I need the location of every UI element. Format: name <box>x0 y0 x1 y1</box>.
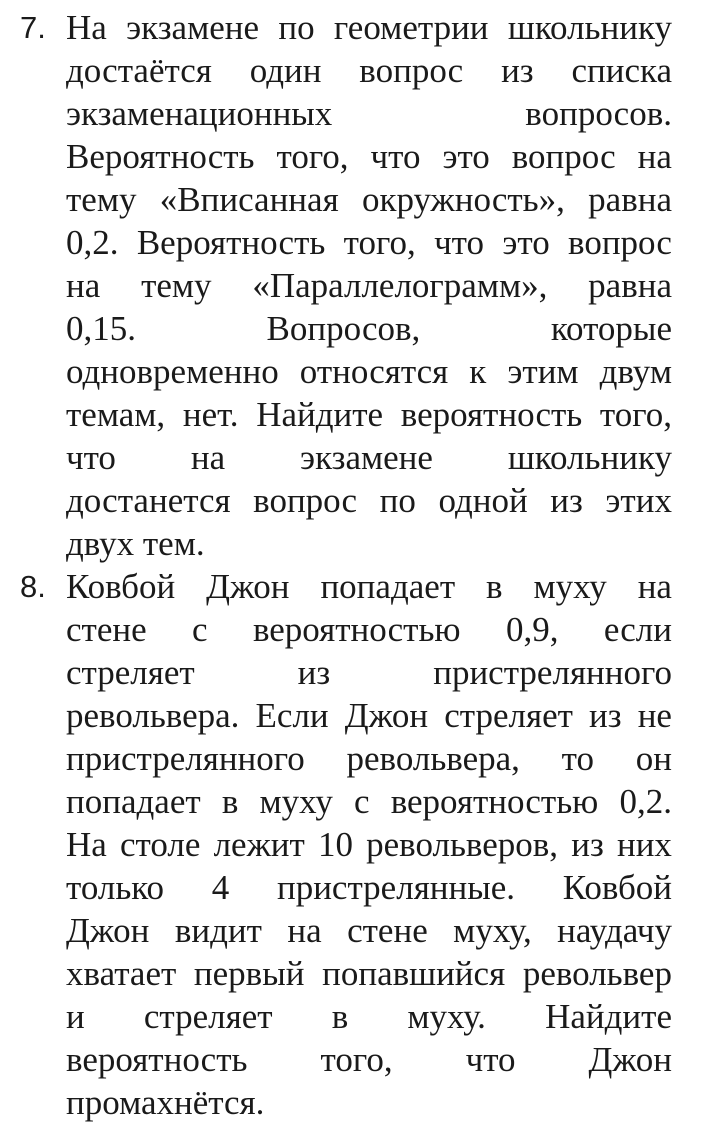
text-line <box>66 737 672 780</box>
word: вопрос <box>253 481 358 520</box>
text-line <box>66 6 672 49</box>
word: того, <box>343 223 416 262</box>
word: с <box>192 610 208 649</box>
word: того, <box>320 1040 393 1079</box>
word: относятся <box>299 352 449 391</box>
word: на <box>637 137 672 176</box>
word: того, <box>276 137 349 176</box>
word: двум <box>599 352 672 391</box>
word: первый <box>193 954 305 993</box>
word: из <box>297 653 331 692</box>
word: Ковбой <box>562 868 672 907</box>
word: столе <box>119 825 201 864</box>
word: стене <box>347 911 428 950</box>
word: в <box>486 567 503 606</box>
word: Джон <box>206 567 290 606</box>
word: муху <box>533 567 607 606</box>
word: 0,15. <box>66 309 136 348</box>
word: вероятность <box>66 1040 248 1079</box>
word: пристрелянные. <box>276 868 516 907</box>
problem-number: 8. <box>20 569 46 604</box>
word: пристрелянного <box>433 653 672 692</box>
word: муху, <box>453 911 532 950</box>
text-line <box>66 178 672 221</box>
word: револьвера. <box>66 696 240 735</box>
word: Джон <box>588 1040 672 1079</box>
word: то <box>561 739 595 778</box>
word: равна <box>588 180 672 219</box>
word: геометрии <box>333 8 489 47</box>
word: На <box>66 8 107 47</box>
word: На <box>66 825 107 864</box>
word: стреляет <box>444 696 573 735</box>
word: стене <box>66 610 147 649</box>
word: револьверов, <box>366 825 559 864</box>
word: тему <box>66 180 137 219</box>
word: равна <box>588 266 672 305</box>
text-line <box>66 651 672 694</box>
text-line <box>66 1081 672 1124</box>
text-line <box>66 92 672 135</box>
word: видит <box>174 911 262 950</box>
word: этим <box>507 352 579 391</box>
text-line <box>66 608 672 651</box>
line-text: двух тем. <box>66 524 205 563</box>
text-line <box>66 479 672 522</box>
word: по <box>379 481 416 520</box>
word: не <box>637 696 672 735</box>
word: вопрос <box>568 223 672 262</box>
word: лежит <box>213 825 305 864</box>
word: темам, <box>66 395 166 434</box>
problem-number: 7. <box>20 10 46 45</box>
word: того, <box>599 395 672 434</box>
problem-text <box>66 565 672 1124</box>
word: окружность», <box>361 180 565 219</box>
word: стреляет <box>143 997 273 1036</box>
word: Найдите <box>545 997 672 1036</box>
word: вопросов. <box>525 94 672 133</box>
word: попадает <box>66 782 201 821</box>
word: на <box>190 438 226 477</box>
word: экзамене <box>300 438 433 477</box>
word: 0,2. <box>619 782 672 821</box>
text-line <box>66 866 672 909</box>
word: одновременно <box>66 352 279 391</box>
text-line <box>66 909 672 952</box>
text-line <box>66 221 672 264</box>
word: «Параллелограмм», <box>252 266 548 305</box>
word: с <box>354 782 370 821</box>
word: хватает <box>66 954 177 993</box>
word: это <box>442 137 490 176</box>
text-line <box>66 135 672 178</box>
text-line <box>66 393 672 436</box>
word: на <box>66 266 101 305</box>
word: достанется <box>66 481 231 520</box>
word: которые <box>550 309 672 348</box>
text-line <box>66 307 672 350</box>
word: 0,9, <box>505 610 559 649</box>
line-text: промахнётся. <box>66 1083 265 1122</box>
text-line <box>66 780 672 823</box>
word: экзаменационных <box>66 94 333 133</box>
word: 10 <box>317 825 353 864</box>
word: что <box>434 223 485 262</box>
word: муху. <box>407 997 486 1036</box>
text-line <box>66 1038 672 1081</box>
word: Джон <box>344 696 429 735</box>
word: Вероятность <box>66 137 255 176</box>
word: и <box>66 997 85 1036</box>
word: пристрелянного <box>66 739 305 778</box>
word: Ковбой <box>66 567 176 606</box>
text-line <box>66 49 672 92</box>
word: стреляет <box>66 653 195 692</box>
word: Найдите <box>256 395 384 434</box>
word: этих <box>605 481 672 520</box>
word: 0,2. <box>66 223 119 262</box>
word: револьвер <box>522 954 672 993</box>
word: 4 <box>211 868 230 907</box>
problem-text <box>66 6 672 565</box>
word: школьнику <box>507 8 672 47</box>
word: из <box>550 481 583 520</box>
text-line <box>66 522 672 565</box>
word: списка <box>571 51 672 90</box>
text-line <box>66 350 672 393</box>
word: к <box>469 352 487 391</box>
word: один <box>249 51 322 90</box>
word: это <box>502 223 550 262</box>
word: вопрос <box>511 137 616 176</box>
word: в <box>331 997 349 1036</box>
word: только <box>66 868 165 907</box>
word: в <box>221 782 239 821</box>
word: вероятностью <box>390 782 599 821</box>
word: наудачу <box>557 911 672 950</box>
word: попадает <box>320 567 456 606</box>
word: попавшийся <box>322 954 506 993</box>
word: из <box>571 825 604 864</box>
word: если <box>603 610 672 649</box>
word: Если <box>255 696 329 735</box>
word: Вопросов, <box>266 309 421 348</box>
text-line <box>66 694 672 737</box>
word: одной <box>438 481 528 520</box>
word: что <box>465 1040 516 1079</box>
word: Вероятность <box>136 223 326 262</box>
word: тему <box>141 266 212 305</box>
text-line <box>66 436 672 479</box>
text-line <box>66 264 672 307</box>
word: он <box>635 739 672 778</box>
text-line <box>66 823 672 866</box>
word: школьнику <box>507 438 672 477</box>
word: что <box>370 137 421 176</box>
text-line <box>66 952 672 995</box>
text-line <box>66 565 672 608</box>
word: «Вписанная <box>159 180 339 219</box>
word: из <box>589 696 622 735</box>
word: на <box>287 911 322 950</box>
word: достаётся <box>66 51 212 90</box>
word: вопрос <box>359 51 464 90</box>
word: экзамене <box>126 8 260 47</box>
text-line <box>66 995 672 1038</box>
word: револьвера, <box>346 739 520 778</box>
word: Джон <box>66 911 150 950</box>
word: что <box>66 438 116 477</box>
word: по <box>278 8 315 47</box>
word: из <box>501 51 534 90</box>
word: муху <box>259 782 333 821</box>
word: вероятность <box>400 395 583 434</box>
word: них <box>616 825 672 864</box>
word: нет. <box>182 395 239 434</box>
word: на <box>637 567 672 606</box>
word: вероятностью <box>252 610 461 649</box>
